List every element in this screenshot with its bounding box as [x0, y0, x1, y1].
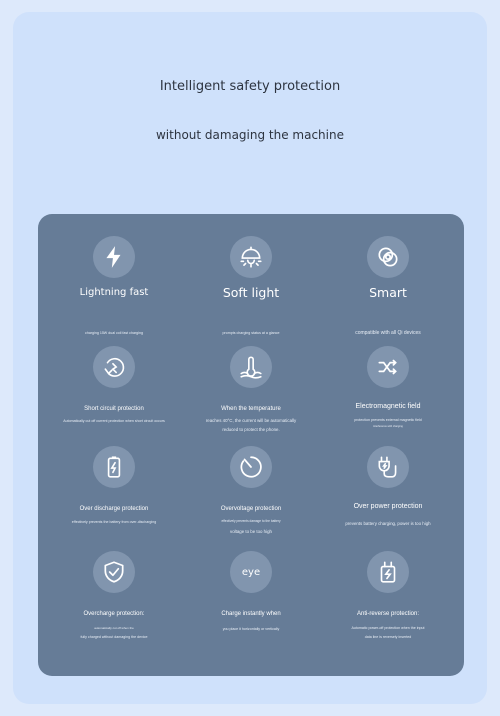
feature-desc-line: interference with charging [373, 425, 403, 428]
feature-desc: compatible with all Qi devices [355, 330, 421, 336]
feature-desc-line: Automatic power-off protection when the input [351, 626, 425, 630]
lightning-icon [93, 236, 135, 278]
qi-icon [367, 236, 409, 278]
feature-desc: you place it horizontally or vertically [222, 627, 280, 631]
feature-desc-line: fully charged without damaging the device [80, 635, 148, 639]
battery-icon [93, 446, 135, 488]
lamp-icon [230, 236, 272, 278]
page-title: Intelligent safety protection [159, 79, 341, 94]
feature-desc-line: protection prevents external magnetic field [354, 418, 422, 422]
gauge-icon [230, 446, 272, 488]
feature-title: Smart [369, 285, 407, 300]
feature-title: Electromagnetic field [355, 403, 421, 410]
feature-desc-line: effectively prevents damage to the battery [221, 519, 281, 523]
features-panel [38, 214, 464, 676]
feature-title: Short circuit protection [84, 406, 144, 412]
shuffle-icon [367, 346, 409, 388]
shield-check-icon [93, 551, 135, 593]
charger-icon [367, 551, 409, 593]
feature-title: Charge instantly when [221, 611, 281, 617]
plug-icon [367, 446, 409, 488]
feature-title: Lightning fast [79, 287, 149, 298]
feature-desc: Automatically cut off current protection when short circuit occurs [63, 419, 165, 423]
feature-desc-line: automatically cut off when the [94, 626, 134, 630]
feature-title: Over power protection [353, 503, 423, 510]
feature-desc-line: voltage to be too high [230, 529, 272, 534]
feature-desc-line: reduced to protect the phone. [222, 427, 280, 432]
feature-desc: effectively prevents the battery from over-discharging [71, 520, 157, 524]
feature-title: Overcharge protection: [83, 611, 145, 617]
feature-title: Over discharge protection [79, 506, 149, 512]
feature-title: Anti-reverse protection: [356, 611, 420, 617]
page-subtitle: without damaging the machine [155, 128, 344, 142]
feature-desc: charging 15W dual coil fast charging [85, 331, 143, 335]
feature-desc-line: data line is reversely inserted [364, 635, 412, 639]
eye-icon: eye [230, 551, 272, 593]
feature-title: Overvoltage protection [220, 506, 282, 512]
refresh-icon [93, 346, 135, 388]
feature-desc: prompts charging status at a glance [222, 331, 280, 335]
thermometer-icon [230, 346, 272, 388]
feature-desc-line: reaches 40°C, the current will be automatically [205, 418, 297, 423]
feature-desc: prevents battery charging, power is too high [345, 521, 431, 526]
feature-title: When the temperature [221, 406, 281, 412]
feature-title: Soft light [222, 285, 280, 300]
